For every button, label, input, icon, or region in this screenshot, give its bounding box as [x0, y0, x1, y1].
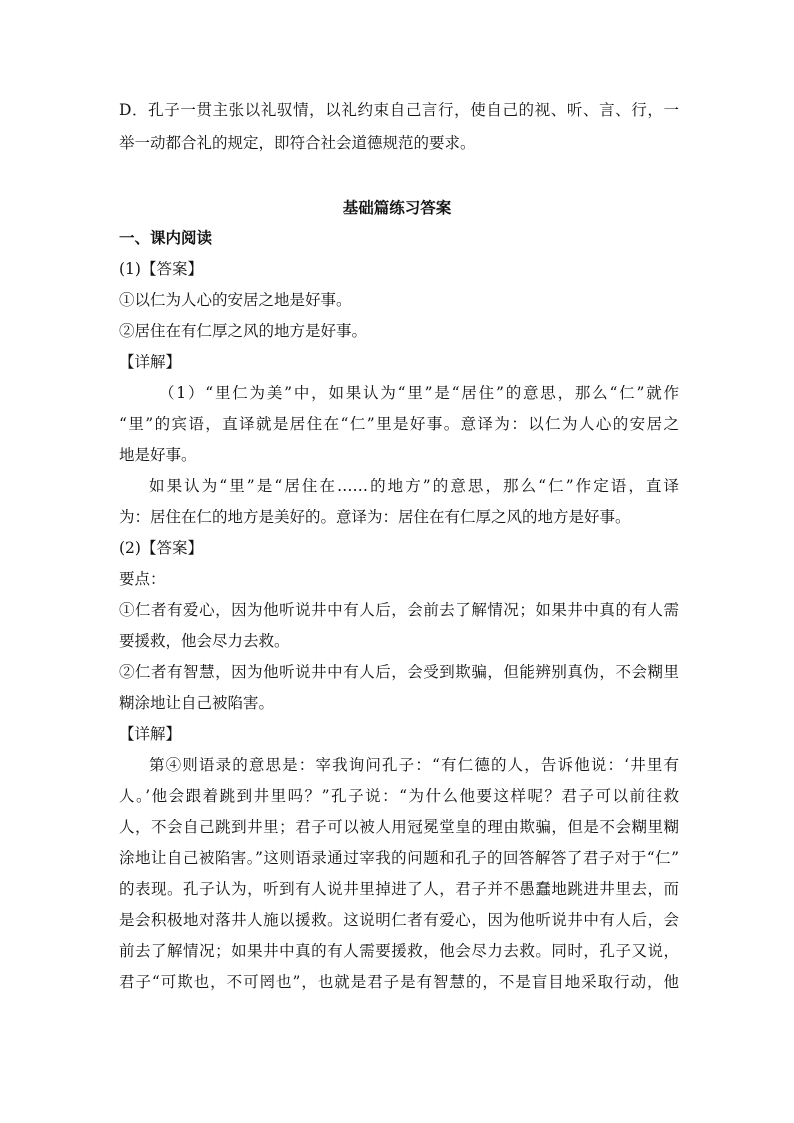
q1-detail-p2-line-2: 为：居住在仁的地方是美好的。意译为：居住在有仁厚之风的地方是好事。 [119, 508, 631, 526]
q1-detail-p2-line-1: 如果认为“里”是“居住在……的地方”的意思，那么“仁”作定语，直译 [149, 477, 679, 495]
q2-detail-line-1: 第④则语录的意思是：宰我询问孔子：“有仁德的人，告诉他说：‘井里有 [149, 756, 679, 774]
q1-answer-2: ②居住在有仁厚之风的地方是好事。 [119, 322, 368, 340]
q1-detail-p1-line-1: （1）“里仁为美”中，如果认为“里”是“居住”的意思，那么“仁”就作 [159, 384, 679, 402]
section-title: 基础篇练习答案 [342, 198, 452, 217]
q2-detail-line-8: 君子“可欺也，不可罔也”，也就是君子是有智慧的，不是盲目地采取行动，他 [119, 973, 679, 991]
q1-detail-label: 【详解】 [119, 353, 182, 371]
q1-answer-1: ①以仁为人心的安居之地是好事。 [119, 291, 352, 309]
q2-detail-line-3: 人，不会自己跳到井里；君子可以被人用冠冕堂皇的理由欺骗，但是不会糊里糊 [119, 818, 679, 836]
q1-detail-p1-line-2: “里”的宾语，直译就是居住在“仁”里是好事。意译为：以仁为人心的安居之 [119, 415, 679, 433]
option-d-line-1: D．孔子一贯主张以礼驭情，以礼约束自己言行，使自己的视、听、言、行，一 [119, 101, 679, 119]
q2-detail-line-5: 的表现。孔子认为，听到有人说井里掉进了人，君子并不愚蠢地跳进井里去，而 [119, 880, 679, 898]
q2-detail-line-6: 是会积极地对落井人施以援救。这说明仁者有爱心，因为他听说井中有人后，会 [119, 911, 679, 929]
part-heading: 一、课内阅读 [119, 228, 213, 247]
q1-detail-p1-line-3: 地是好事。 [119, 446, 197, 464]
q2-answer-label: (2)【答案】 [119, 539, 203, 557]
q2-point-1-line-1: ①仁者有爱心，因为他听说井中有人后，会前去了解情况；如果井中真的有人需 [119, 601, 679, 619]
q2-detail-line-2: 人。’他会跟着跳到井里吗？”孔子说：“为什么他要这样呢？君子可以前往救 [119, 787, 679, 805]
q2-point-2-line-2: 糊涂地让自己被陷害。 [119, 694, 275, 712]
q2-detail-line-4: 涂地让自己被陷害。”这则语录通过宰我的问题和孔子的回答解答了君子对于“仁” [119, 849, 679, 867]
q2-point-1-line-2: 要援救，他会尽力去救。 [119, 632, 290, 650]
q1-answer-label: (1)【答案】 [119, 260, 203, 278]
q2-points-label: 要点： [119, 570, 166, 588]
q2-detail-line-7: 前去了解情况；如果井中真的有人需要援救，他会尽力去救。同时，孔子又说， [119, 942, 679, 960]
option-d-line-2: 举一动都合礼的规定，即符合社会道德规范的要求。 [119, 134, 476, 152]
q2-detail-label: 【详解】 [119, 725, 182, 743]
q2-point-2-line-1: ②仁者有智慧，因为他听说井中有人后，会受到欺骗，但能辨别真伪，不会糊里 [119, 663, 679, 681]
